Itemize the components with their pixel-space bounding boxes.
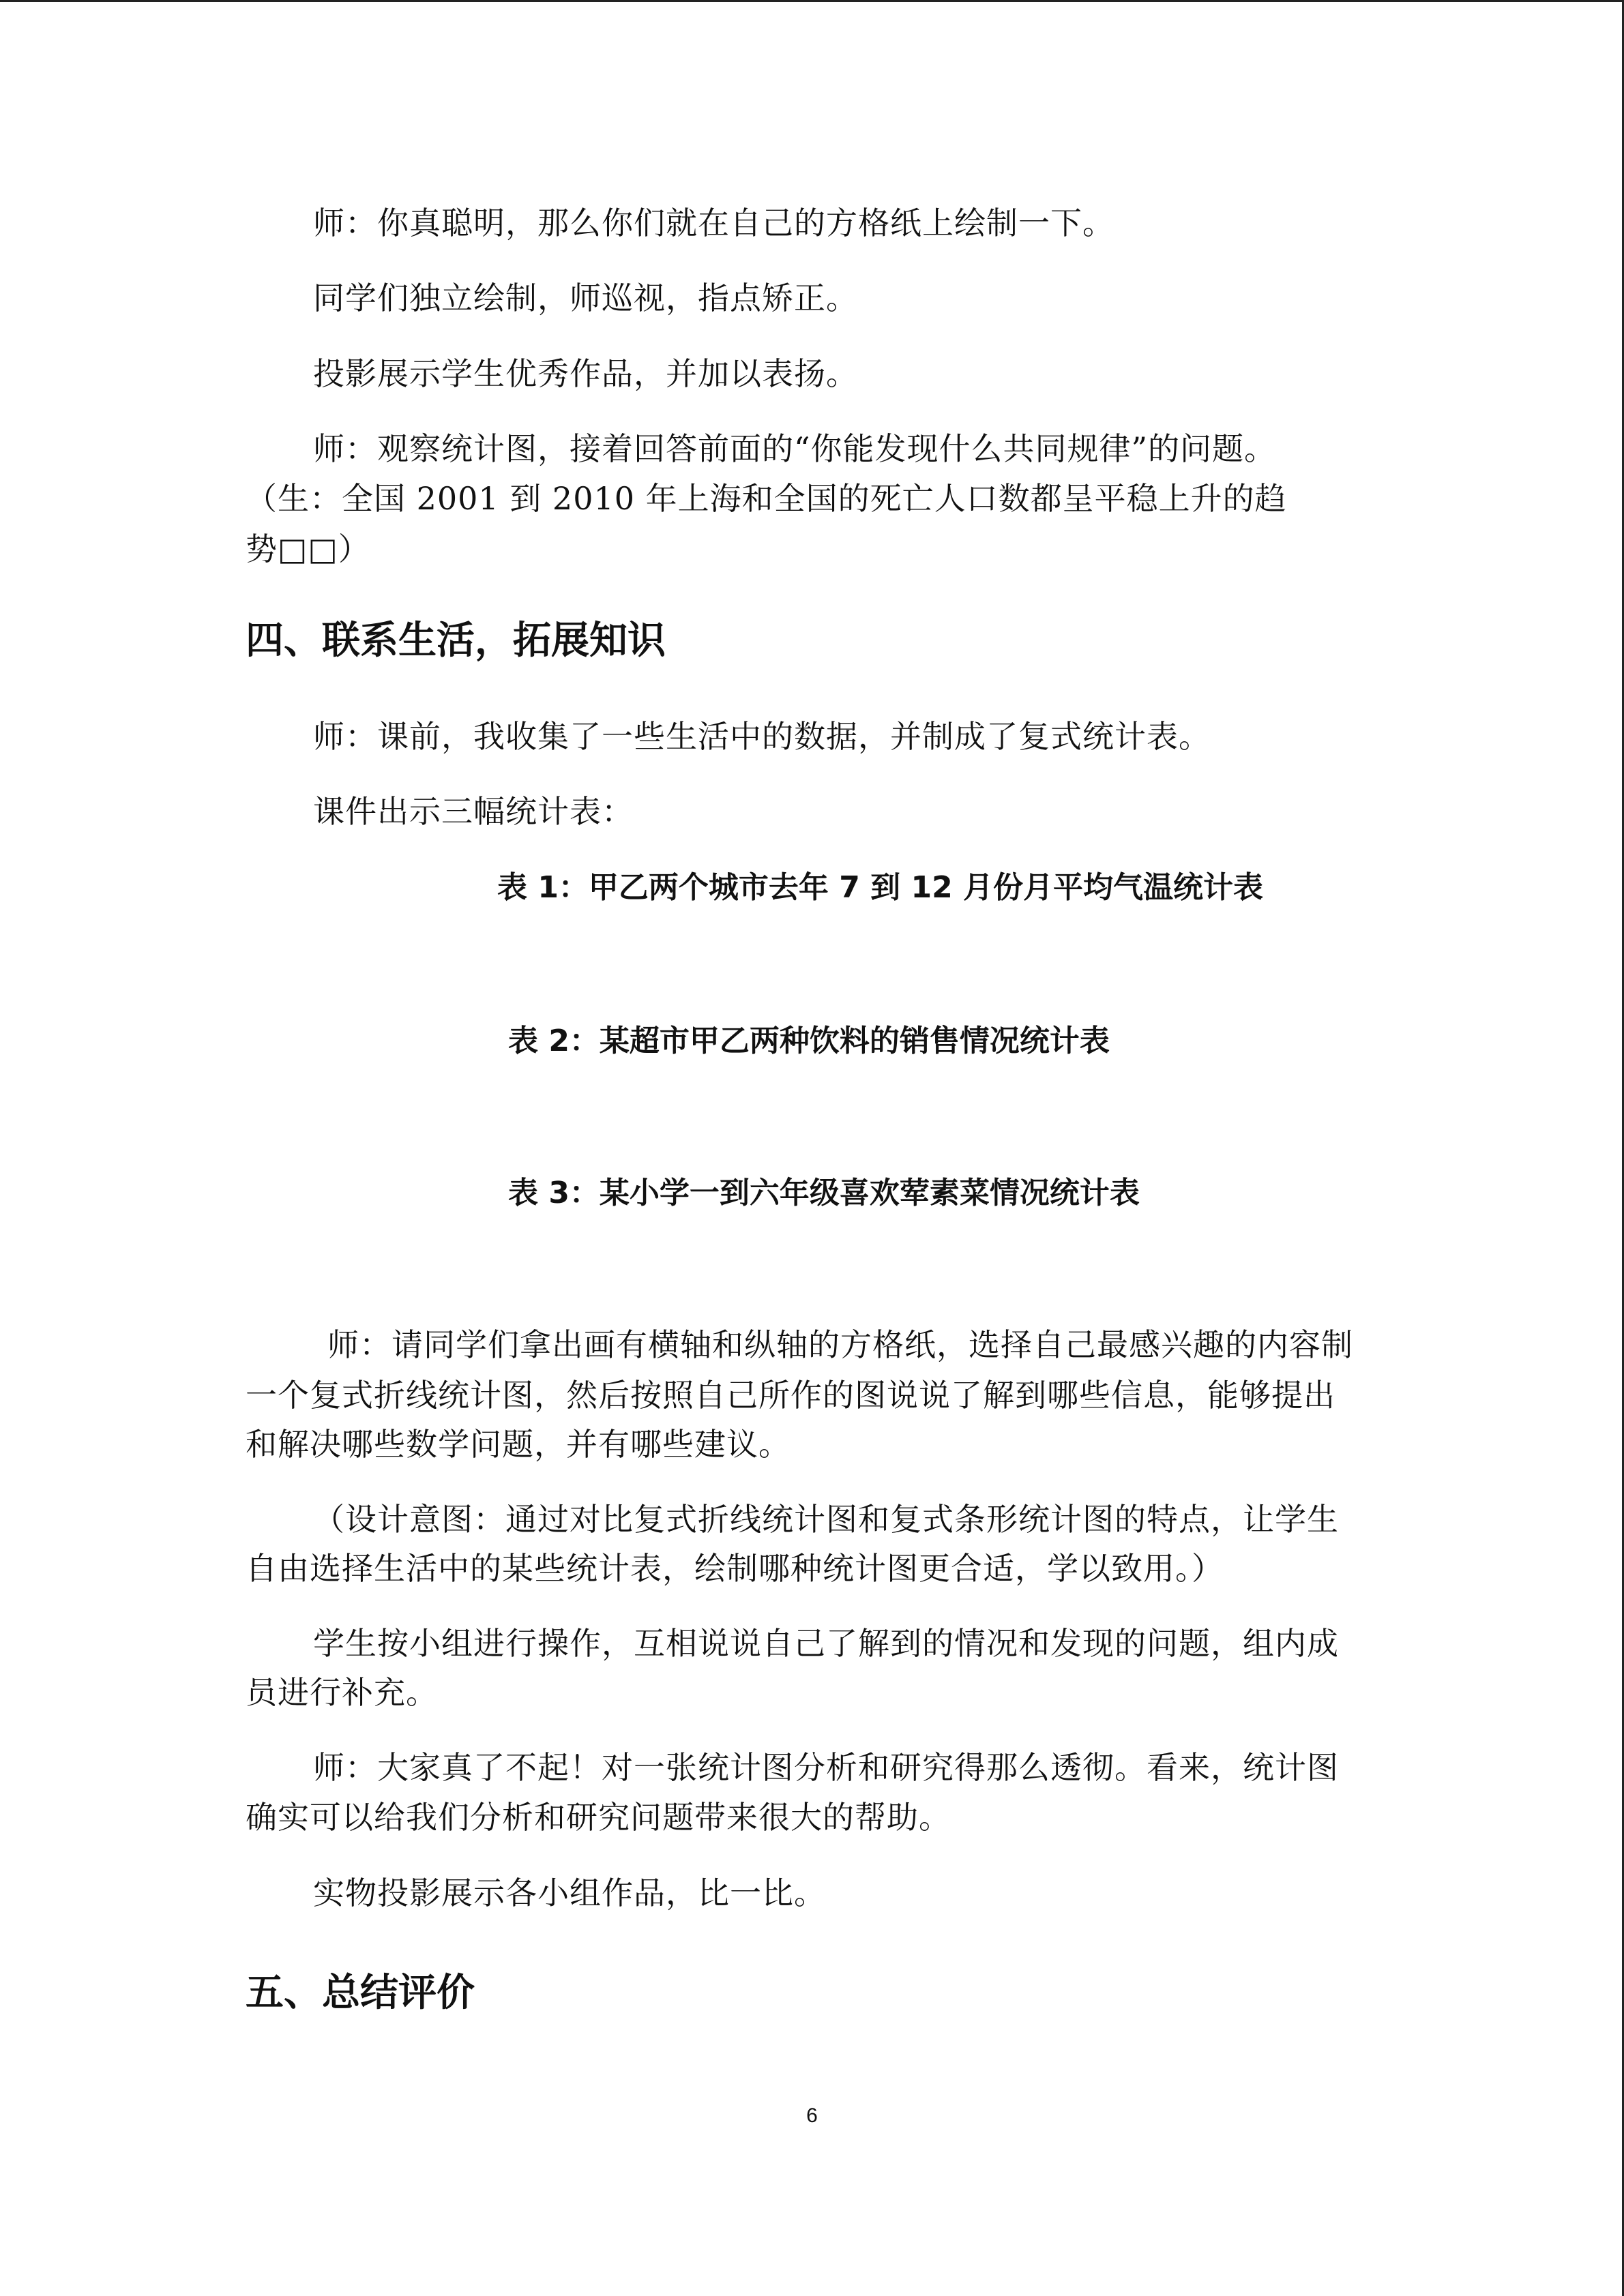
paragraph-projection: 投影展示学生优秀作品，并加以表扬。 [313,355,858,392]
paragraph-task-line3: 和解决哪些数学问题，并有哪些建议。 [246,1426,791,1463]
paragraph-task-line2: 一个复式折线统计图，然后按照自己所作的图说说了解到哪些信息，能够提出 [246,1377,1335,1414]
paragraph-collected-data: 师：课前，我收集了一些生活中的数据，并制成了复式统计表。 [313,718,1211,755]
paragraph-praise-line2: 确实可以给我们分析和研究问题带来很大的帮助。 [246,1799,951,1836]
paragraph-praise-line1: 师：大家真了不起！对一张统计图分析和研究得那么透彻。看来，统计图 [313,1749,1339,1786]
page-number: 6 [806,2104,818,2127]
table-title-1: 表 1：甲乙两个城市去年 7 到 12 月份月平均气温统计表 [497,870,1264,905]
table-title-2: 表 2：某超市甲乙两种饮料的销售情况统计表 [508,1024,1110,1058]
page-top-border [0,0,1624,2]
section-heading-4: 四、联系生活，拓展知识 [246,618,666,663]
paragraph-show-tables: 课件出示三幅统计表： [313,793,634,830]
paragraph-group-line1: 学生按小组进行操作，互相说说自己了解到的情况和发现的问题，组内成 [313,1625,1339,1662]
paragraph-design-line1: （设计意图：通过对比复式折线统计图和复式条形统计图的特点，让学生 [313,1501,1339,1538]
paragraph-design-line2: 自由选择生活中的某些统计表，绘制哪种统计图更合适，学以致用。） [246,1550,1224,1587]
table-title-3: 表 3：某小学一到六年级喜欢荤素菜情况统计表 [508,1176,1140,1210]
paragraph-show-work: 实物投影展示各小组作品，比一比。 [313,1875,826,1911]
paragraph-task-line1: 师：请同学们拿出画有横轴和纵轴的方格纸，选择自己最感兴趣的内容制 [327,1326,1353,1363]
paragraph-student-answer: （生：全国 2001 到 2010 年上海和全国的死亡人口数都呈平稳上升的趋 [246,480,1287,517]
section-heading-5: 五、总结评价 [246,1971,475,2015]
paragraph-observe: 师：观察统计图，接着回答前面的“你能发现什么共同规律”的问题。 [313,430,1277,467]
paragraph-student-answer-cont: 势□□） [246,531,370,567]
paragraph-teacher-draw: 师：你真聪明，那么你们就在自己的方格纸上绘制一下。 [313,205,1114,241]
paragraph-group-line2: 员进行补充。 [246,1674,438,1711]
paragraph-students-draw: 同学们独立绘制，师巡视，指点矫正。 [313,280,858,316]
